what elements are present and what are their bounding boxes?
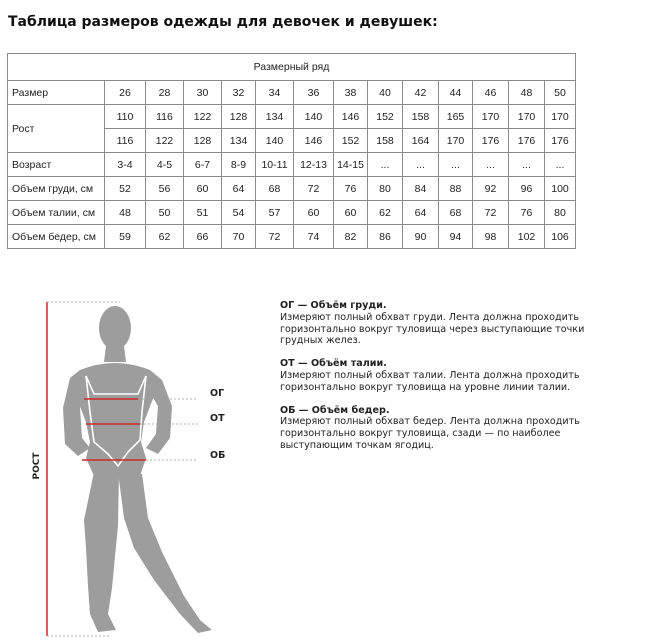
table-cell: 140 <box>256 129 294 153</box>
table-cell: 64 <box>222 177 256 201</box>
table-cell: 84 <box>403 177 439 201</box>
body-figure <box>20 296 250 642</box>
table-cell: 32 <box>222 81 256 105</box>
chest-note-title: ОГ — Объём груди. <box>280 300 387 311</box>
table-cell: 140 <box>294 105 334 129</box>
table-cell: 116 <box>105 129 146 153</box>
table-cell: 62 <box>368 201 403 225</box>
table-cell: 170 <box>439 129 473 153</box>
table-cell: 170 <box>509 105 545 129</box>
hips-note <box>280 405 640 452</box>
hips-label: ОБ <box>210 450 226 461</box>
hips-note-text: Измеряют полный обхват бедер. Лента должна проходить горизонтально вокруг туловища, сзади — по наиболее выступающим точкам ягодиц. <box>280 416 580 451</box>
table-cell: 146 <box>334 105 368 129</box>
table-cell: 38 <box>334 81 368 105</box>
table-cell: 51 <box>184 201 222 225</box>
table-cell: 152 <box>334 129 368 153</box>
table-cell: 50 <box>146 201 184 225</box>
chest-note <box>280 300 640 347</box>
hips-row <box>8 225 576 249</box>
table-cell: 134 <box>222 129 256 153</box>
waist-note <box>280 358 640 393</box>
table-cell: 165 <box>439 105 473 129</box>
table-cell: 76 <box>334 177 368 201</box>
size-table <box>7 53 576 249</box>
table-cell: ... <box>545 153 576 177</box>
table-cell: 158 <box>403 105 439 129</box>
table-cell: 60 <box>184 177 222 201</box>
table-cell: 170 <box>473 105 509 129</box>
table-cell: ... <box>439 153 473 177</box>
table-cell: 3-4 <box>105 153 146 177</box>
table-cell: 96 <box>509 177 545 201</box>
table-cell: 110 <box>105 105 146 129</box>
waist-note-text: Измеряют полный обхват талии. Лента должна проходить горизонтально вокруг туловища на уровне линии талии. <box>280 369 580 393</box>
table-cell: 52 <box>105 177 146 201</box>
table-cell: 76 <box>509 201 545 225</box>
table-cell: ... <box>368 153 403 177</box>
table-cell: 74 <box>294 225 334 249</box>
table-cell: 94 <box>439 225 473 249</box>
table-cell: 66 <box>184 225 222 249</box>
table-cell: 170 <box>545 105 576 129</box>
row-label: Рост <box>8 105 105 153</box>
row-label: Возраст <box>8 153 105 177</box>
table-cell: 128 <box>184 129 222 153</box>
table-cell: 8-9 <box>222 153 256 177</box>
table-cell: 152 <box>368 105 403 129</box>
table-cell: 164 <box>403 129 439 153</box>
table-cell: 56 <box>146 177 184 201</box>
table-cell: 72 <box>294 177 334 201</box>
measurement-notes <box>280 300 640 463</box>
body-silhouette <box>63 306 212 633</box>
table-cell: 26 <box>105 81 146 105</box>
page-title: Таблица размеров одежды для девочек и девушек: <box>8 14 438 30</box>
table-cell: 158 <box>368 129 403 153</box>
table-header: Размерный ряд <box>8 54 576 81</box>
table-cell: 46 <box>473 81 509 105</box>
table-cell: 72 <box>256 225 294 249</box>
table-cell: 30 <box>184 81 222 105</box>
table-cell: 4-5 <box>146 153 184 177</box>
row-label: Размер <box>8 81 105 105</box>
table-cell: ... <box>473 153 509 177</box>
table-cell: 68 <box>439 201 473 225</box>
table-cell: 146 <box>294 129 334 153</box>
table-cell: 10-11 <box>256 153 294 177</box>
table-cell: 6-7 <box>184 153 222 177</box>
height-label: РОСТ <box>32 452 42 480</box>
chest-row <box>8 177 576 201</box>
table-cell: 42 <box>403 81 439 105</box>
table-cell: 28 <box>146 81 184 105</box>
table-cell: ... <box>509 153 545 177</box>
table-cell: 80 <box>368 177 403 201</box>
table-cell: 90 <box>403 225 439 249</box>
table-cell: 88 <box>439 177 473 201</box>
table-cell: 102 <box>509 225 545 249</box>
row-label: Объем талии, см <box>8 201 105 225</box>
table-cell: 57 <box>256 201 294 225</box>
table-cell: 72 <box>473 201 509 225</box>
table-cell: 68 <box>256 177 294 201</box>
table-cell: 48 <box>509 81 545 105</box>
table-cell: 64 <box>403 201 439 225</box>
table-cell: 176 <box>473 129 509 153</box>
table-cell: 60 <box>334 201 368 225</box>
chest-label: ОГ <box>210 388 225 399</box>
row-label: Объем груди, см <box>8 177 105 201</box>
waist-row <box>8 201 576 225</box>
table-cell: 12-13 <box>294 153 334 177</box>
hips-note-title: ОБ — Объём бедер. <box>280 404 390 416</box>
table-cell: 62 <box>146 225 184 249</box>
size-row <box>8 81 576 105</box>
table-cell: 128 <box>222 105 256 129</box>
table-cell: 34 <box>256 81 294 105</box>
table-cell: 98 <box>473 225 509 249</box>
table-cell: 59 <box>105 225 146 249</box>
table-cell: 44 <box>439 81 473 105</box>
table-header-row <box>8 54 576 81</box>
table-cell: 40 <box>368 81 403 105</box>
table-cell: 50 <box>545 81 576 105</box>
table-cell: 86 <box>368 225 403 249</box>
height-row-a <box>8 105 576 129</box>
row-label: Объем бедер, см <box>8 225 105 249</box>
table-cell: 36 <box>294 81 334 105</box>
waist-label: ОТ <box>210 413 225 424</box>
table-cell: 48 <box>105 201 146 225</box>
table-cell: ... <box>403 153 439 177</box>
age-row <box>8 153 576 177</box>
table-cell: 106 <box>545 225 576 249</box>
table-cell: 54 <box>222 201 256 225</box>
table-cell: 176 <box>509 129 545 153</box>
chest-note-text: Измеряют полный обхват груди. Лента должна проходить горизонтально вокруг туловища через выступающие точки грудных желез. <box>280 311 585 347</box>
table-cell: 134 <box>256 105 294 129</box>
table-cell: 116 <box>146 105 184 129</box>
table-cell: 122 <box>146 129 184 153</box>
table-cell: 14-15 <box>334 153 368 177</box>
table-cell: 100 <box>545 177 576 201</box>
table-cell: 60 <box>294 201 334 225</box>
table-cell: 92 <box>473 177 509 201</box>
table-cell: 176 <box>545 129 576 153</box>
table-cell: 70 <box>222 225 256 249</box>
table-cell: 122 <box>184 105 222 129</box>
waist-note-title: ОТ — Объём талии. <box>280 358 387 370</box>
table-cell: 80 <box>545 201 576 225</box>
table-cell: 82 <box>334 225 368 249</box>
